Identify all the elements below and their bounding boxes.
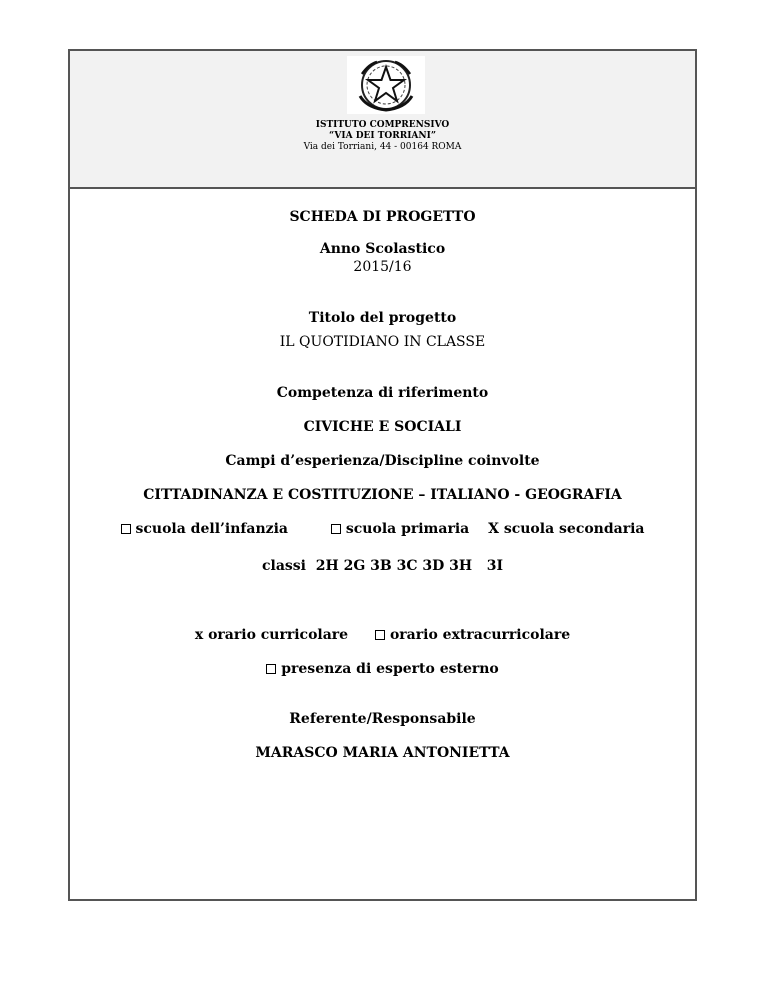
school-option-primaria[interactable] bbox=[331, 521, 469, 537]
competence-label: Competenza di riferimento bbox=[276, 385, 489, 401]
checkbox-empty-icon bbox=[331, 524, 341, 534]
fields-value: CITTADINANZA E COSTITUZIONE – ITALIANO - GEOGRAFIA bbox=[143, 487, 622, 503]
institute-subtitle: “VIA DEI TORRIANI” bbox=[328, 131, 437, 141]
institute-address: Via dei Torriani, 44 - 00164 ROMA bbox=[303, 142, 462, 152]
classes-line bbox=[70, 558, 695, 574]
option-label: scuola primaria bbox=[345, 521, 470, 537]
schedule-option-curricolare[interactable] bbox=[195, 627, 348, 643]
sheet-title: SCHEDA DI PROGETTO bbox=[289, 209, 476, 225]
year-label: Anno Scolastico bbox=[319, 241, 446, 257]
option-mark: x bbox=[194, 627, 204, 643]
expert-label: presenza di esperto esterno bbox=[281, 661, 499, 677]
checkbox-empty-icon bbox=[121, 524, 131, 534]
institute-name: ISTITUTO COMPRENSIVO bbox=[315, 120, 450, 130]
option-mark: X bbox=[488, 521, 499, 537]
year-value: 2015/16 bbox=[353, 259, 412, 275]
italian-republic-emblem-icon bbox=[347, 56, 425, 114]
option-label: scuola secondaria bbox=[503, 521, 645, 537]
schedule-option-extracurricolare[interactable] bbox=[375, 627, 570, 643]
school-option-infanzia[interactable] bbox=[121, 521, 289, 537]
project-title-value: IL QUOTIDIANO IN CLASSE bbox=[279, 334, 486, 350]
school-options bbox=[70, 521, 695, 537]
option-label: orario extracurricolare bbox=[389, 627, 571, 643]
checkbox-empty-icon bbox=[375, 630, 385, 640]
option-label: orario curricolare bbox=[208, 627, 349, 643]
schedule-options bbox=[70, 627, 695, 643]
project-title-label: Titolo del progetto bbox=[308, 310, 457, 326]
referent-value: MARASCO MARIA ANTONIETTA bbox=[255, 745, 510, 761]
option-label: scuola dell’infanzia bbox=[135, 521, 289, 537]
project-sheet bbox=[70, 189, 695, 899]
classes-value: 2H 2G 3B 3C 3D 3H 3I bbox=[315, 558, 503, 574]
referent-label: Referente/Responsabile bbox=[289, 711, 476, 727]
expert-option[interactable] bbox=[70, 661, 695, 677]
competence-value: CIVICHE E SOCIALI bbox=[303, 419, 462, 435]
checkbox-empty-icon bbox=[266, 664, 276, 674]
fields-label: Campi d’esperienza/Discipline coinvolte bbox=[225, 453, 540, 469]
school-option-secondaria[interactable] bbox=[488, 521, 644, 537]
letterhead bbox=[70, 51, 695, 189]
form-frame bbox=[68, 49, 697, 901]
classes-label: classi bbox=[261, 558, 306, 574]
